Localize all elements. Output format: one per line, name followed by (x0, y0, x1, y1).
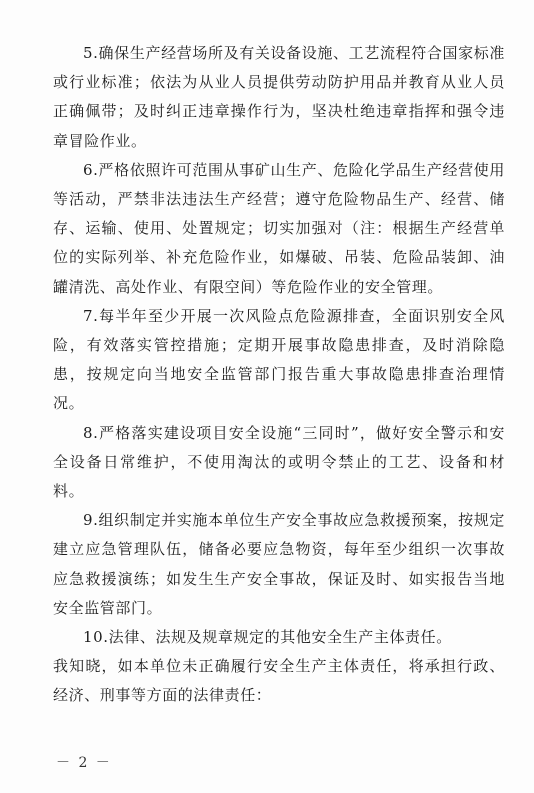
clause-9: 9.组织制定并实施本单位生产安全事故应急救援预案，按规定建立应急管理队伍，储备必要应急物资，每年至少组织一次事故应急救援演练；如发生生产安全事故，保证及时、如实报告当地安全监管部门。 (53, 511, 505, 617)
clause-8: 8.严格落实建设项目安全设施“三同时”，做好安全警示和安全设备日常维护，不使用淘汰的或明令禁止的工艺、设备和材料。 (53, 423, 505, 501)
closing-statement: 我知晓，如本单位未正确履行安全生产主体责任，将承担行政、经济、刑事等方面的法律责任： (53, 657, 505, 705)
document-body (53, 39, 505, 711)
clause-6: 6.严格依照许可范围从事矿山生产、危险化学品生产经营使用等活动，严禁非法违法生产经营；遵守危险物品生产、经营、储存、运输、使用、处置规定；切实加强对（注：根据生产经营单位的实际列举、补充危险作业，如爆破、吊装、危险品装卸、油罐清洗、高处作业、有限空间）等危险作业的安全管理。 (53, 160, 505, 296)
clause-5: 5.确保生产经营场所及有关设备设施、工艺流程符合国家标准或行业标准；依法为从业人员提供劳动防护用品并教育从业人员正确佩带；及时纠正违章操作行为，坚决杜绝违章指挥和强令违章冒险作业。 (53, 44, 505, 150)
page-number: － 2 － (56, 755, 112, 771)
clause-7: 7.每半年至少开展一次风险点危险源排查，全面识别安全风险，有效落实管控措施；定期开展事故隐患排查，及时消除隐患，按规定向当地安全监管部门报告重大事故隐患排查治理情况。 (53, 306, 505, 413)
clause-10: 10.法律、法规及规章规定的其他安全生产主体责任。 (83, 628, 452, 647)
